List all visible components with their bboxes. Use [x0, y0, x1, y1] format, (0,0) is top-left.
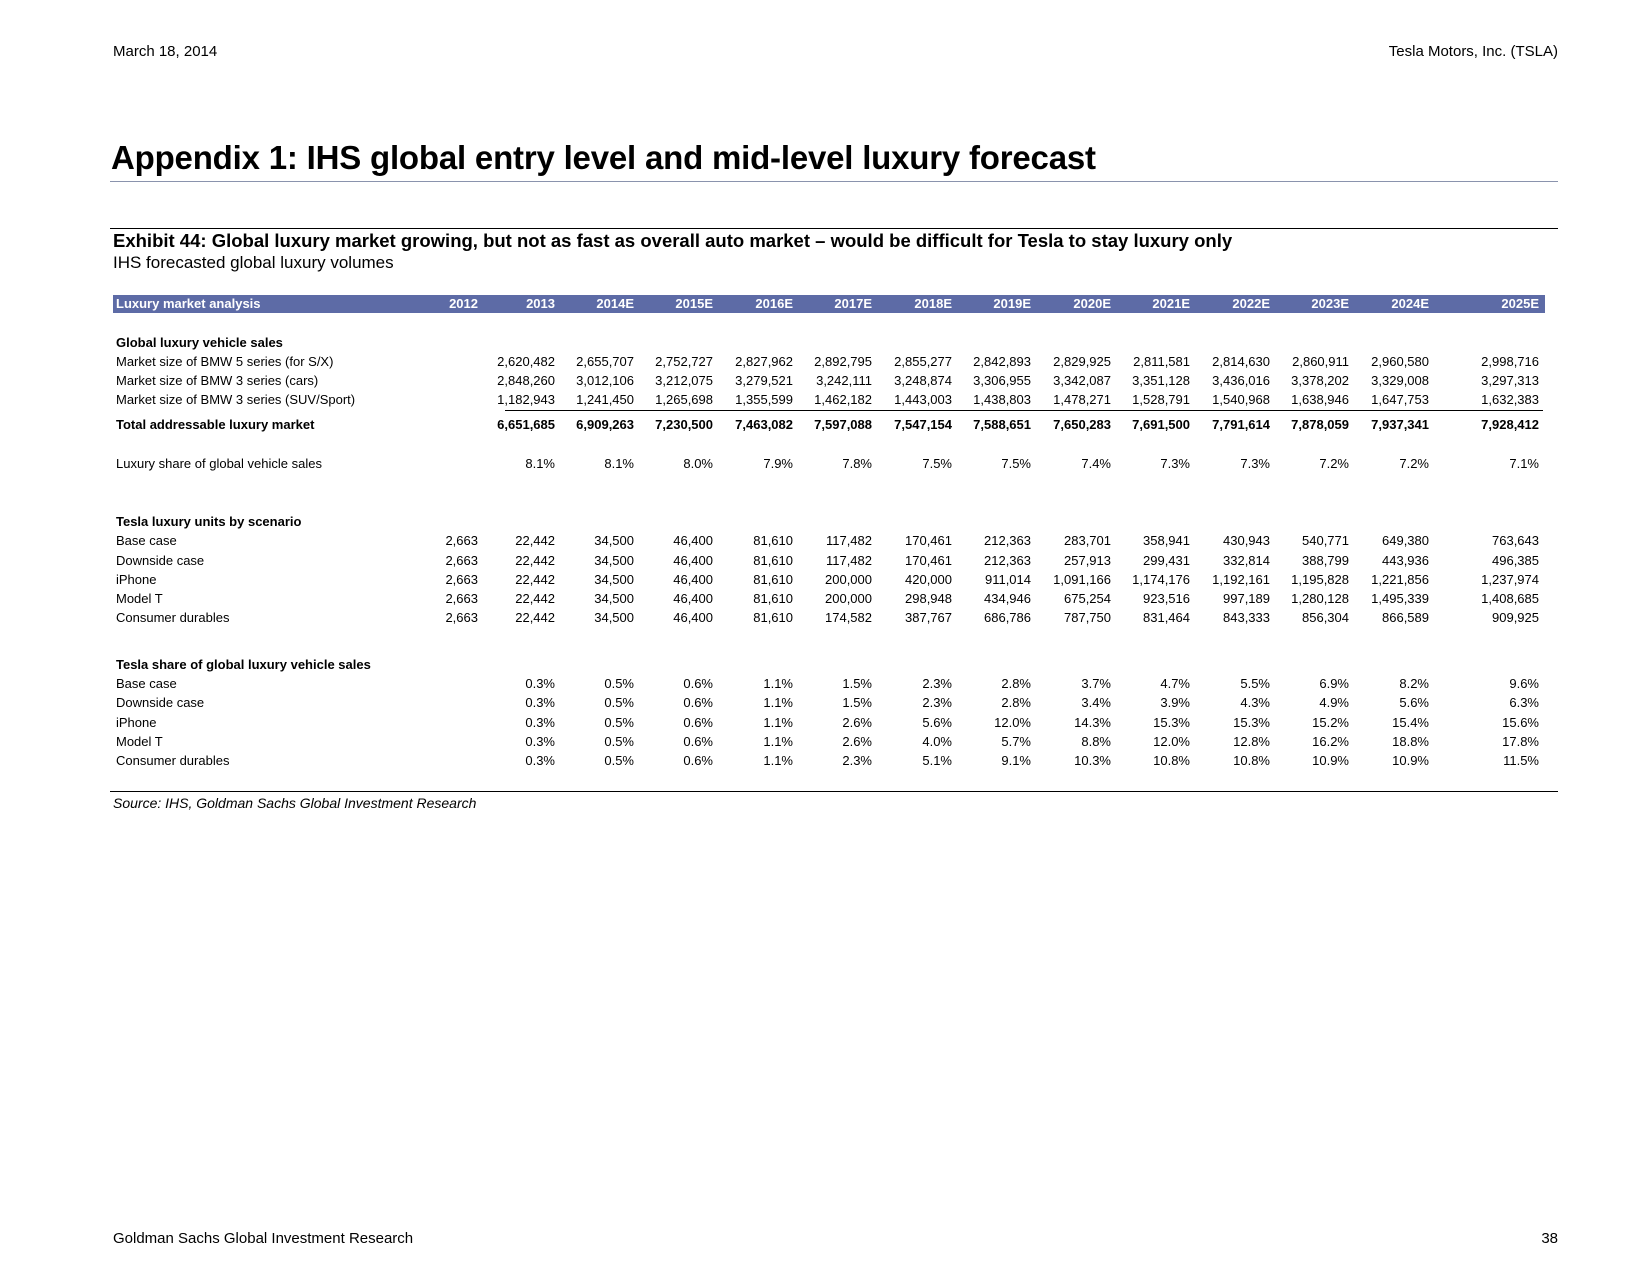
table-cell: 7.8% — [842, 456, 872, 471]
table-cell: 3,012,106 — [576, 373, 634, 388]
table-cell: 12.0% — [1153, 734, 1190, 749]
title-rule — [110, 181, 1558, 182]
table-cell: 15.3% — [1233, 715, 1270, 730]
table-cell: 2,860,911 — [1292, 354, 1349, 369]
table-cell: 1.1% — [763, 715, 793, 730]
table-cell: 117,482 — [825, 533, 872, 548]
column-header: 2023E — [1311, 296, 1349, 311]
table-cell: 7.9% — [763, 456, 793, 471]
table-cell: 7,650,283 — [1053, 417, 1111, 432]
table-cell: 7,928,412 — [1481, 417, 1539, 432]
table-cell: 831,464 — [1143, 610, 1190, 625]
table-cell: 1,091,166 — [1053, 572, 1111, 587]
page-number: 38 — [1541, 1230, 1558, 1247]
table-cell: 0.3% — [525, 715, 555, 730]
table-cell: 0.5% — [604, 676, 634, 691]
table-cell: 332,814 — [1223, 553, 1270, 568]
table-cell: 2,998,716 — [1481, 354, 1539, 369]
table-cell: 212,363 — [984, 533, 1031, 548]
table-cell: 7,691,500 — [1132, 417, 1190, 432]
exhibit-subtitle: IHS forecasted global luxury volumes — [113, 253, 394, 272]
table-cell: 10.9% — [1392, 753, 1429, 768]
table-cell: 1,237,974 — [1481, 572, 1539, 587]
table-cell: 866,589 — [1382, 610, 1429, 625]
table-cell: 8.1% — [604, 456, 634, 471]
table-cell: 3,242,111 — [816, 373, 872, 388]
table-cell: 4.7% — [1160, 676, 1190, 691]
table-cell: 18.8% — [1392, 734, 1429, 749]
table-cell: 7.2% — [1399, 456, 1429, 471]
table-cell: 7.5% — [1001, 456, 1031, 471]
table-cell: 8.1% — [525, 456, 555, 471]
table-cell: 6.9% — [1319, 676, 1349, 691]
row-label: Luxury share of global vehicle sales — [116, 456, 322, 471]
row-label: Market size of BMW 3 series (SUV/Sport) — [116, 392, 356, 407]
column-header: 2025E — [1501, 296, 1539, 311]
table-cell: 2.3% — [922, 695, 952, 710]
table-cell: 5.6% — [1399, 695, 1429, 710]
table-cell: 117,482 — [825, 553, 872, 568]
table-cell: 1,280,128 — [1291, 591, 1349, 606]
table-cell: 3,351,128 — [1132, 373, 1190, 388]
table-cell: 6,909,263 — [576, 417, 634, 432]
table-cell: 15.2% — [1312, 715, 1349, 730]
column-header: 2019E — [993, 296, 1031, 311]
column-header: 2017E — [834, 296, 872, 311]
table-cell: 997,189 — [1223, 591, 1270, 606]
table-cell: 7,597,088 — [814, 417, 872, 432]
table-cell: 1,540,968 — [1212, 392, 1270, 407]
table-cell: 2,814,630 — [1212, 354, 1270, 369]
table-cell: 2,663 — [445, 533, 478, 548]
table-cell: 2.6% — [842, 734, 872, 749]
table-cell: 420,000 — [905, 572, 952, 587]
column-header: 2021E — [1152, 296, 1190, 311]
table-cell: 46,400 — [673, 591, 713, 606]
table-cell: 1.1% — [763, 695, 793, 710]
table-cell: 2,663 — [445, 553, 478, 568]
table-cell: 3,306,955 — [973, 373, 1031, 388]
table-cell: 283,701 — [1064, 533, 1111, 548]
table-cell: 22,442 — [515, 533, 555, 548]
table-cell: 843,333 — [1223, 610, 1270, 625]
table-cell: 46,400 — [673, 610, 713, 625]
table-cell: 11.5% — [1503, 753, 1539, 768]
table-cell: 7,878,059 — [1291, 417, 1349, 432]
table-cell: 3.4% — [1081, 695, 1111, 710]
table-bottom-rule — [110, 791, 1558, 792]
column-header: 2018E — [914, 296, 952, 311]
column-header: 2013 — [526, 296, 555, 311]
column-header: 2020E — [1073, 296, 1111, 311]
table-cell: 540,771 — [1302, 533, 1349, 548]
table-cell: 1,462,182 — [814, 392, 872, 407]
table-cell: 200,000 — [825, 572, 872, 587]
table-cell: 7,463,082 — [735, 417, 793, 432]
table-cell: 1,192,161 — [1212, 572, 1270, 587]
table-cell: 34,500 — [594, 533, 634, 548]
row-label: iPhone — [116, 715, 157, 730]
table-cell: 2.8% — [1001, 695, 1031, 710]
table-cell: 6,651,685 — [497, 417, 555, 432]
table-cell: 686,786 — [984, 610, 1031, 625]
table-cell: 496,385 — [1492, 553, 1539, 568]
table-cell: 1,355,599 — [735, 392, 793, 407]
table-cell: 7.5% — [922, 456, 952, 471]
table-cell: 0.6% — [683, 753, 713, 768]
row-label: Model T — [116, 591, 163, 606]
table-cell: 0.5% — [604, 753, 634, 768]
table-cell: 16.2% — [1312, 734, 1349, 749]
table-cell: 81,610 — [753, 591, 793, 606]
table-cell: 1,182,943 — [497, 392, 555, 407]
table-cell: 0.3% — [525, 695, 555, 710]
table-cell: 81,610 — [753, 610, 793, 625]
table-header-label: Luxury market analysis — [116, 296, 261, 311]
table-cell: 1,632,383 — [1481, 392, 1539, 407]
table-cell: 5.6% — [922, 715, 952, 730]
table-cell: 200,000 — [825, 591, 872, 606]
table-cell: 4.0% — [922, 734, 952, 749]
table-cell: 81,610 — [753, 533, 793, 548]
row-label: Downside case — [116, 553, 205, 568]
table-cell: 0.5% — [604, 734, 634, 749]
table-cell: 5.5% — [1240, 676, 1270, 691]
table-cell: 0.5% — [604, 695, 634, 710]
table-cell: 1,195,828 — [1291, 572, 1349, 587]
page-header-date: March 18, 2014 — [113, 43, 218, 60]
table-cell: 22,442 — [515, 610, 555, 625]
table-cell: 358,941 — [1143, 533, 1190, 548]
table-cell: 2.3% — [842, 753, 872, 768]
table-cell: 81,610 — [753, 553, 793, 568]
table-cell: 34,500 — [594, 572, 634, 587]
table-cell: 3.9% — [1160, 695, 1190, 710]
table-cell: 1.5% — [842, 695, 872, 710]
table-cell: 34,500 — [594, 553, 634, 568]
table-cell: 0.6% — [683, 676, 713, 691]
table-cell: 1,528,791 — [1132, 392, 1190, 407]
table-cell: 2,655,707 — [576, 354, 634, 369]
table-cell: 1,174,176 — [1132, 572, 1190, 587]
table-cell: 7.4% — [1081, 456, 1111, 471]
table-cell: 2,829,925 — [1053, 354, 1111, 369]
exhibit-title: Exhibit 44: Global luxury market growing, but not as fast as overall auto market – would be difficult for Tesla to stay luxury only — [113, 230, 1233, 251]
table-cell: 2,842,893 — [973, 354, 1031, 369]
table-cell: 2,663 — [445, 610, 478, 625]
table-cell: 0.3% — [525, 753, 555, 768]
table-cell: 0.6% — [683, 715, 713, 730]
table-cell: 22,442 — [515, 572, 555, 587]
table-cell: 298,948 — [905, 591, 952, 606]
table-cell: 12.0% — [994, 715, 1031, 730]
column-header: 2014E — [596, 296, 634, 311]
table-cell: 7.3% — [1160, 456, 1190, 471]
row-label: Downside case — [116, 695, 205, 710]
table-cell: 1,443,003 — [894, 392, 952, 407]
table-cell: 923,516 — [1143, 591, 1190, 606]
table-cell: 1,478,271 — [1053, 392, 1111, 407]
table-cell: 1.1% — [763, 753, 793, 768]
row-label: Consumer durables — [116, 610, 230, 625]
table-cell: 1,241,450 — [576, 392, 634, 407]
table-cell: 1,438,803 — [973, 392, 1031, 407]
table-cell: 3,378,202 — [1291, 373, 1349, 388]
table-cell: 4.9% — [1319, 695, 1349, 710]
table-header-row — [113, 295, 1545, 313]
table-cell: 7,937,341 — [1371, 417, 1429, 432]
table-cell: 15.3% — [1153, 715, 1190, 730]
table-cell: 3,436,016 — [1212, 373, 1270, 388]
table-cell: 2,663 — [445, 591, 478, 606]
table-cell: 4.3% — [1240, 695, 1270, 710]
table-cell: 9.6% — [1509, 676, 1539, 691]
table-cell: 17.8% — [1502, 734, 1539, 749]
table-cell: 257,913 — [1064, 553, 1111, 568]
table-cell: 2,892,795 — [814, 354, 872, 369]
table-cell: 9.1% — [1001, 753, 1031, 768]
table-cell: 0.6% — [683, 695, 713, 710]
row-label: Model T — [116, 734, 163, 749]
table-cell: 7,791,614 — [1212, 417, 1270, 432]
table-cell: 170,461 — [905, 553, 952, 568]
table-cell: 15.4% — [1392, 715, 1429, 730]
row-label: Base case — [116, 533, 177, 548]
table-cell: 10.9% — [1312, 753, 1349, 768]
appendix-title: Appendix 1: IHS global entry level and mid-level luxury forecast — [111, 139, 1096, 176]
table-cell: 1,495,339 — [1371, 591, 1429, 606]
table-cell: 909,925 — [1492, 610, 1539, 625]
table-cell: 81,610 — [753, 572, 793, 587]
table-cell: 675,254 — [1064, 591, 1111, 606]
row-label: Consumer durables — [116, 753, 230, 768]
table-cell: 8.2% — [1399, 676, 1429, 691]
table-cell: 2,663 — [445, 572, 478, 587]
table-cell: 170,461 — [905, 533, 952, 548]
section-heading: Tesla share of global luxury vehicle sales — [116, 657, 371, 672]
table-cell: 22,442 — [515, 553, 555, 568]
table-cell: 10.8% — [1233, 753, 1270, 768]
table-cell: 3,248,874 — [894, 373, 952, 388]
table-cell: 443,936 — [1382, 553, 1429, 568]
table-cell: 2.3% — [922, 676, 952, 691]
table-cell: 763,643 — [1492, 533, 1539, 548]
table-cell: 388,799 — [1302, 553, 1349, 568]
table-cell: 5.1% — [922, 753, 952, 768]
table-cell: 1,265,698 — [655, 392, 713, 407]
table-cell: 7,547,154 — [894, 417, 952, 432]
table-cell: 3,329,008 — [1371, 373, 1429, 388]
table-cell: 1.1% — [763, 676, 793, 691]
table-cell: 7.2% — [1319, 456, 1349, 471]
table-cell: 2,848,260 — [497, 373, 555, 388]
table-cell: 22,442 — [515, 591, 555, 606]
row-label: Base case — [116, 676, 177, 691]
table-cell: 7.3% — [1240, 456, 1270, 471]
row-label: Market size of BMW 5 series (for S/X) — [116, 354, 334, 369]
table-cell: 787,750 — [1064, 610, 1111, 625]
row-label: iPhone — [116, 572, 157, 587]
table-cell: 430,943 — [1223, 533, 1270, 548]
column-header: 2015E — [675, 296, 713, 311]
table-cell: 1,647,753 — [1371, 392, 1429, 407]
table-cell: 299,431 — [1143, 553, 1190, 568]
column-header: 2016E — [755, 296, 793, 311]
table-cell: 3,279,521 — [735, 373, 793, 388]
table-cell: 46,400 — [673, 553, 713, 568]
table-cell: 3,212,075 — [655, 373, 713, 388]
table-cell: 2,620,482 — [497, 354, 555, 369]
section-heading: Global luxury vehicle sales — [116, 335, 283, 350]
table-cell: 3,342,087 — [1053, 373, 1111, 388]
section-heading: Tesla luxury units by scenario — [116, 514, 302, 529]
table-cell: 7.1% — [1509, 456, 1539, 471]
exhibit-rule — [110, 228, 1558, 229]
table-cell: 15.6% — [1502, 715, 1539, 730]
table-cell: 10.3% — [1074, 753, 1111, 768]
column-header: 2024E — [1391, 296, 1429, 311]
table-cell: 1.5% — [842, 676, 872, 691]
table-cell: 2,855,277 — [894, 354, 952, 369]
table-cell: 34,500 — [594, 610, 634, 625]
table-cell: 434,946 — [984, 591, 1031, 606]
table-cell: 6.3% — [1509, 695, 1539, 710]
table-cell: 387,767 — [905, 610, 952, 625]
table-cell: 8.8% — [1081, 734, 1111, 749]
column-header: 2012 — [449, 296, 478, 311]
table-cell: 0.3% — [525, 676, 555, 691]
table-cell: 0.5% — [604, 715, 634, 730]
table-cell: 2,752,727 — [655, 354, 713, 369]
table-cell: 12.8% — [1233, 734, 1270, 749]
table-cell: 649,380 — [1382, 533, 1429, 548]
table-cell: 0.3% — [525, 734, 555, 749]
page-header-company: Tesla Motors, Inc. (TSLA) — [1388, 43, 1558, 60]
table-cell: 911,014 — [984, 572, 1031, 587]
table-cell: 46,400 — [673, 572, 713, 587]
table-cell: 7,588,651 — [973, 417, 1031, 432]
table-cell: 8.0% — [683, 456, 713, 471]
table-cell: 0.6% — [683, 734, 713, 749]
table-cell: 2,811,581 — [1133, 354, 1190, 369]
table-cell: 856,304 — [1302, 610, 1349, 625]
table-cell: 2.6% — [842, 715, 872, 730]
footer-publisher: Goldman Sachs Global Investment Research — [113, 1230, 414, 1247]
table-cell: 2,960,580 — [1371, 354, 1429, 369]
table-cell: 2,827,962 — [735, 354, 793, 369]
table-cell: 3,297,313 — [1481, 373, 1539, 388]
table-cell: 1.1% — [763, 734, 793, 749]
table-cell: 212,363 — [984, 553, 1031, 568]
table-cell: 34,500 — [594, 591, 634, 606]
table-cell: 1,408,685 — [1481, 591, 1539, 606]
table-cell: 14.3% — [1074, 715, 1111, 730]
table-cell: 3.7% — [1081, 676, 1111, 691]
table-cell: 7,230,500 — [655, 417, 713, 432]
row-label: Market size of BMW 3 series (cars) — [116, 373, 319, 388]
table-cell: 1,638,946 — [1291, 392, 1349, 407]
table-cell: 2.8% — [1001, 676, 1031, 691]
table-cell: 5.7% — [1001, 734, 1031, 749]
table-cell: 1,221,856 — [1371, 572, 1429, 587]
table-cell: 46,400 — [673, 533, 713, 548]
row-label: Total addressable luxury market — [116, 417, 315, 432]
column-header: 2022E — [1232, 296, 1270, 311]
table-cell: 174,582 — [825, 610, 872, 625]
source-note: Source: IHS, Goldman Sachs Global Investment Research — [113, 795, 477, 811]
table-cell: 10.8% — [1153, 753, 1190, 768]
subtotal-rule — [505, 410, 1543, 411]
